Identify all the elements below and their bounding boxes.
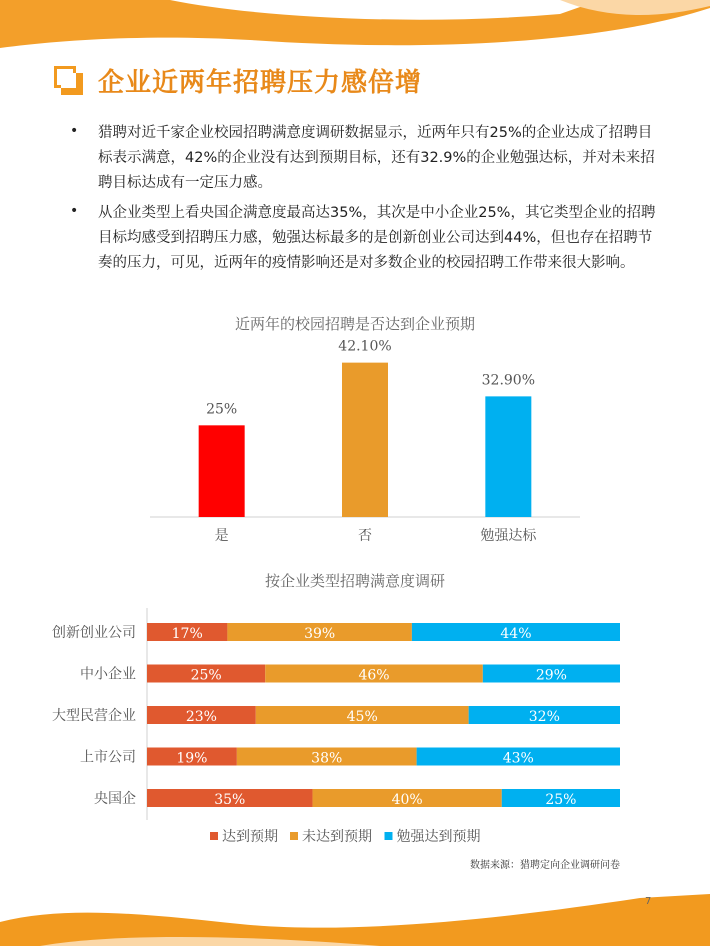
chart2-data-label-2-1: 25% [190, 667, 222, 684]
chart2-legend-label-1: 达到预期 [222, 829, 278, 845]
bullet-marker-1: • [70, 123, 79, 139]
chart2-data-label-2-2: 46% [358, 667, 390, 684]
chart2-legend-swatch-2 [290, 832, 298, 840]
chart2-category-label-2: 中小企业 [80, 666, 136, 683]
chart2-legend-label-3: 勉强达到预期 [396, 829, 481, 845]
page-number: 7 [645, 896, 652, 907]
page-title: 企业近两年招聘压力感倍增 [98, 68, 423, 98]
chart2-data-label-4-1: 19% [176, 750, 208, 767]
bullet-marker-2: • [70, 203, 79, 219]
chart1-data-label-3: 32.90% [481, 372, 536, 389]
chart2-data-label-3-2: 45% [346, 709, 378, 725]
data-source: 数据来源：猎聘定向企业调研问卷 [470, 860, 620, 871]
chart2-data-label-5-3: 25% [545, 792, 577, 808]
chart2-category-label-3: 大型民营企业 [52, 708, 136, 724]
chart2-data-label-3-1: 23% [185, 709, 217, 725]
chart1-title: 近两年的校园招聘是否达到企业预期 [234, 315, 476, 333]
chart2-legend-swatch-3 [385, 832, 393, 840]
chart2-title: 按企业类型招聘满意度调研 [264, 572, 446, 590]
chart2-data-label-5-1: 35% [214, 792, 246, 808]
chart2-data-label-4-2: 38% [311, 750, 343, 767]
chart2-data-label-2-3: 29% [535, 667, 567, 684]
chart2-data-label-1-3: 44% [500, 626, 532, 642]
chart2-data-label-4-3: 43% [502, 750, 534, 767]
chart2-category-label-5: 央国企 [94, 791, 136, 807]
chart1-data-label-1: 25% [206, 401, 238, 418]
chart2-legend-swatch-1 [210, 832, 218, 840]
chart2-category-label-4: 上市公司 [80, 749, 136, 766]
chart1-category-label-3: 勉强达标 [480, 528, 537, 544]
bullet-paragraph-2: 从企业类型上看央国企满意度最高达35%，其次是中小企业25%，其它类型企业的招聘目标均感受到招聘压力感，勉强达标最多的是创新创业公司达到44%，但也存在招聘节奏的压力，可见，近两年的疫情影响还是对多数企业的校园招聘工作带来很大影响。 [98, 205, 656, 271]
chart2-data-label-1-2: 39% [304, 626, 336, 642]
chart1-category-label-2: 否 [358, 528, 372, 544]
chart2-data-label-5-2: 40% [391, 792, 423, 808]
bullet-paragraph-1: 猎聘对近千家企业校园招聘满意度调研数据显示，近两年只有25%的企业达成了招聘目标表示满意，42%的企业没有达到预期目标，还有32.9%的企业勉强达标，并对未来招聘目标达成有一定压力感。 [98, 125, 655, 191]
chart1-category-label-1: 是 [214, 528, 229, 544]
chart1-data-label-2: 42.10% [338, 338, 392, 355]
chart2-category-label-1: 创新创业公司 [52, 625, 136, 641]
chart2-data-label-3-3: 32% [528, 709, 560, 725]
chart2-legend-label-2: 未达到预期 [302, 829, 372, 845]
chart2-data-label-1-1: 17% [171, 626, 203, 642]
